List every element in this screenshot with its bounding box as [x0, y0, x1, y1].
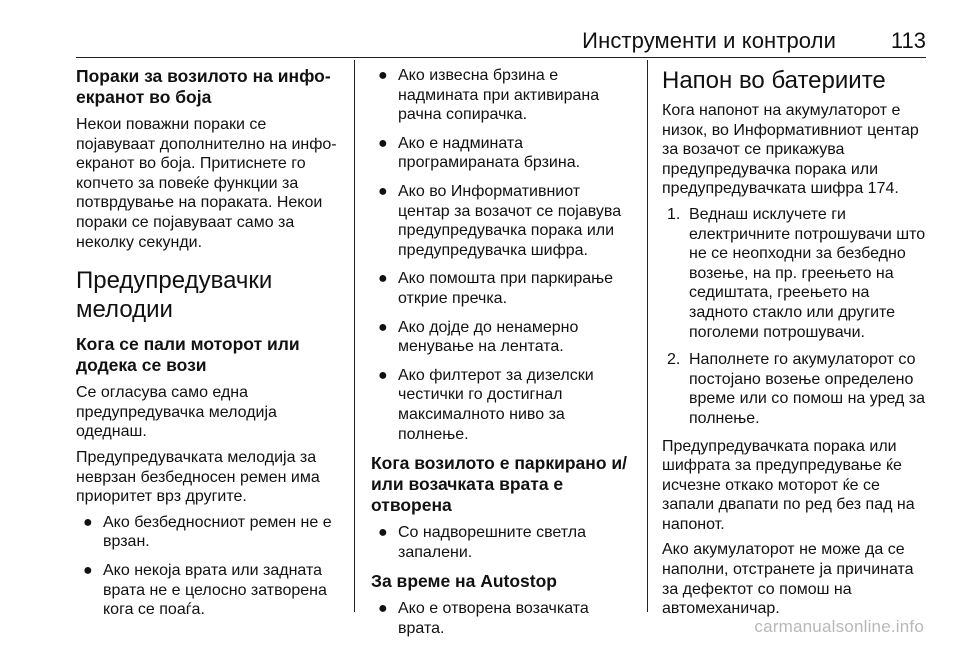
- list-item: ● Ако дојде до ненамерно менување на лентата.: [378, 318, 579, 356]
- list-item: 2. Наполнете го акумулаторот со постојано возење определено време или со помош на уред за полнење.: [667, 351, 926, 427]
- paragraph-colour-info-messages: Некои поважни пораки се појавуваат дополнително на инфо-екранот во боја. Притиснете го копчето за повеќе функции за потврдување на пораката. Некои пораки се појавуваат само за неколку секунди.: [76, 116, 337, 251]
- list-item: ● Ако е надмината програмираната брзина.: [378, 134, 581, 172]
- paragraph-one-chime: Се огласува само една предупредувачка мелодија одеднаш.: [76, 384, 277, 441]
- bullet-list-parked: [371, 523, 633, 562]
- header-rule: [76, 57, 926, 58]
- heading-engine-start: Кога се пали моторот или додека се вози: [76, 334, 300, 376]
- column-1: [76, 66, 346, 629]
- watermark: carmanualsonline.info: [754, 617, 924, 636]
- column-3: [662, 66, 928, 625]
- bullet-icon: ●: [378, 67, 388, 84]
- bullet-icon: ●: [83, 561, 93, 579]
- running-title: Инструменти и контроли: [582, 28, 836, 53]
- list-item: ● Со надворешните светла запалени.: [378, 524, 586, 561]
- list-item: ● Ако во Информативниот центар за возачот се појавува предупредувачка порака или предупредувачка шифра.: [378, 182, 622, 259]
- list-item: ● Ако е отворена возачката врата.: [378, 600, 589, 637]
- heading-colour-info-messages: Пораки за возилото на инфо-екранот во боја: [76, 66, 331, 107]
- list-item: ● Ако безбедносниот ремен не е врзан.: [83, 513, 332, 551]
- column-divider-2: [647, 60, 648, 612]
- column-divider-1: [354, 60, 355, 612]
- bullet-list-autostop: [371, 599, 633, 638]
- page-header: [0, 0, 960, 58]
- bullet-icon: ●: [378, 270, 388, 288]
- bullet-icon: ●: [378, 366, 388, 384]
- column-2: [371, 66, 633, 647]
- heading-autostop: За време на Autostop: [371, 571, 557, 592]
- bullet-icon: ●: [378, 318, 388, 336]
- list-item: 1. Веднаш исклучете ги електричните потрошувачи што не се неопходни за безбедно возење, на пр. греењето на седиштата, греењето на задното стакло или другите поголеми потрошувачи.: [667, 205, 926, 341]
- list-item: ● Ако извесна брзина е надмината при активирана рачна сопирачка.: [378, 67, 600, 124]
- paragraph-belt-priority: Предупредувачката мелодија за неврзан безбедносен ремен има приоритет врз другите.: [76, 448, 320, 506]
- paragraph-workshop: Ако акумулаторот не може да се наполни, отстранете ја причината за дефектот со помош на автомеханичар.: [662, 541, 914, 618]
- list-item: ● Ако некоја врата или задната врата не е целосно затворена кога се поаѓа.: [83, 561, 327, 619]
- bullet-list-driving: [76, 513, 346, 620]
- paragraph-message-disappears: Предупредувачката порака или шифрата за предупредување ќе исчезне откако моторот ќе се запали двапати по ред без пад на напонот.: [662, 437, 915, 533]
- bullet-list-driving-continued: [371, 66, 633, 444]
- heading-warning-chimes: Предупредувачки мелодии: [76, 267, 273, 324]
- numbered-steps: [662, 205, 928, 429]
- bullet-icon: ●: [378, 134, 388, 152]
- heading-battery-voltage: Напон во батериите: [662, 67, 886, 94]
- paragraph-battery-low: Кога напонот на акумулаторот е низок, во Информативниот центар за возачот се прикажува предупредувачка порака или предупредувачката шифра 174.: [662, 102, 919, 198]
- heading-parked: Кога возилото е паркирано и/или возачката врата е отворена: [371, 453, 627, 516]
- list-item: ● Ако помошта при паркирање открие пречка.: [378, 270, 614, 307]
- bullet-icon: ●: [378, 182, 388, 200]
- bullet-icon: ●: [378, 524, 388, 542]
- bullet-icon: ●: [378, 600, 388, 618]
- list-item: ● Ако филтерот за дизелски честички го достигнал максималното ниво за полнење.: [378, 366, 594, 443]
- page-number: 113: [890, 28, 926, 53]
- bullet-icon: ●: [83, 513, 93, 531]
